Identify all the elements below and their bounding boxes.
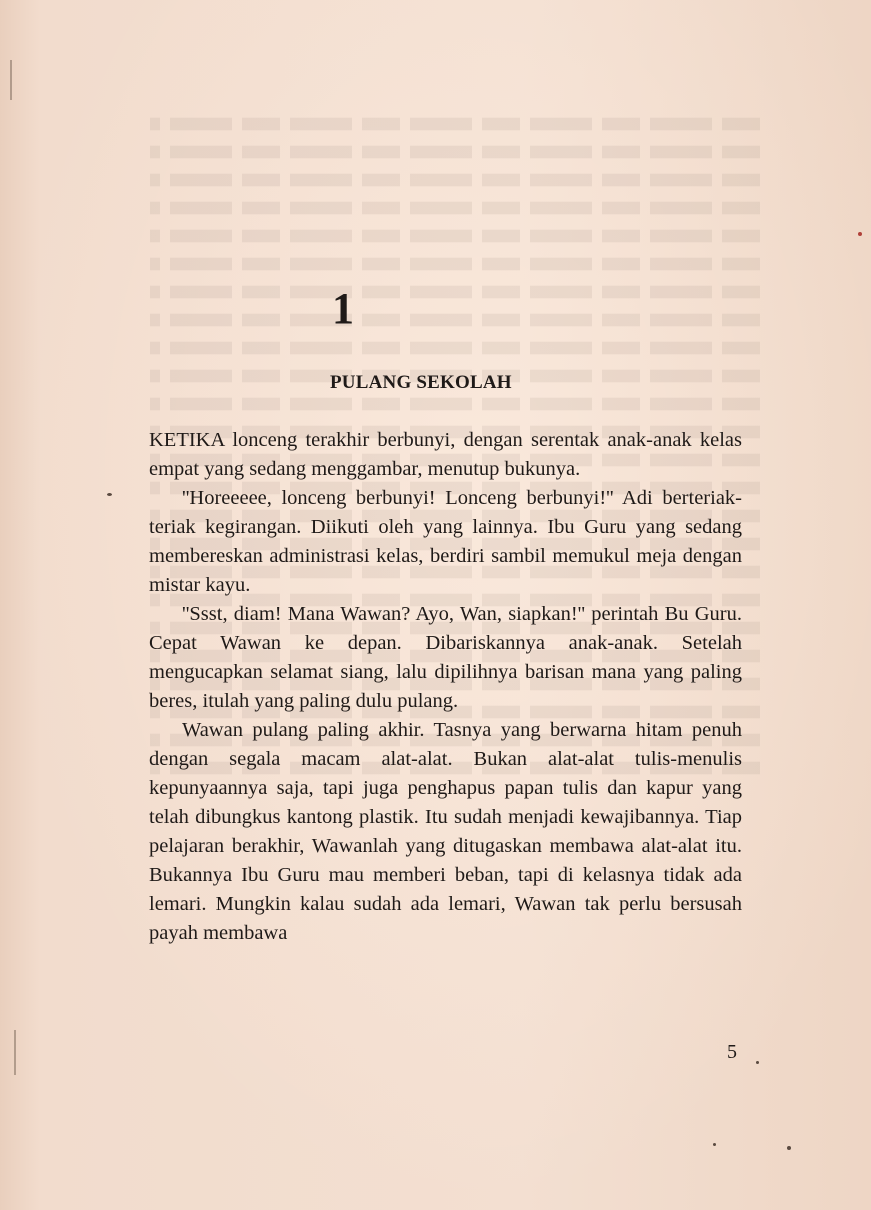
chapter-title: PULANG SEKOLAH [330,372,512,393]
paper-speck [713,1143,716,1146]
paragraph: ''Horeeeee, lonceng berbunyi! Lonceng berbunyi!'' Adi berteriak-teriak kegirangan. Diikuti oleh yang lainnya. Ibu Guru yang sedang membereskan administrasi kelas, berdiri sambil memukul meja dengan mistar kayu. [149,487,742,596]
paragraph: Wawan pulang paling akhir. Tasnya yang berwarna hitam penuh dengan segala macam alat-alat. Bukan alat-alat tulis-menulis kepunyaannya saja, tapi juga penghapus papan tulis dan kapur yang telah dibungkus kantong plastik. Itu sudah menjadi kewajibannya. Tiap pelajaran berakhir, Wawanlah yang ditugaskan membawa alat-alat itu. Bukannya Ibu Guru mau memberi beban, tapi di kelasnya tidak ada lemari. Mungkin kalau sudah ada lemari, Wawan tak perlu bersusah payah membawa [149,719,742,944]
paragraph: KETIKA lonceng terakhir berbunyi, dengan serentak anak-anak kelas empat yang sedang menggambar, menutup bukunya. [149,429,742,480]
paper-speck [107,493,112,496]
paper-speck [756,1061,759,1064]
page-number: 5 [727,1041,737,1063]
spine-crease-mark [14,1030,16,1075]
chapter-number: 1 [332,284,354,333]
paper-speck [858,232,862,236]
chapter-body [149,426,742,948]
spine-crease-mark [10,60,12,100]
paragraph: ''Ssst, diam! Mana Wawan? Ayo, Wan, siapkan!'' perintah Bu Guru. Cepat Wawan ke depan. Dibariskannya anak-anak. Setelah mengucapkan selamat siang, lalu dipilihnya barisan mana yang paling beres, itulah yang paling dulu pulang. [149,603,742,712]
paper-speck [787,1146,791,1150]
